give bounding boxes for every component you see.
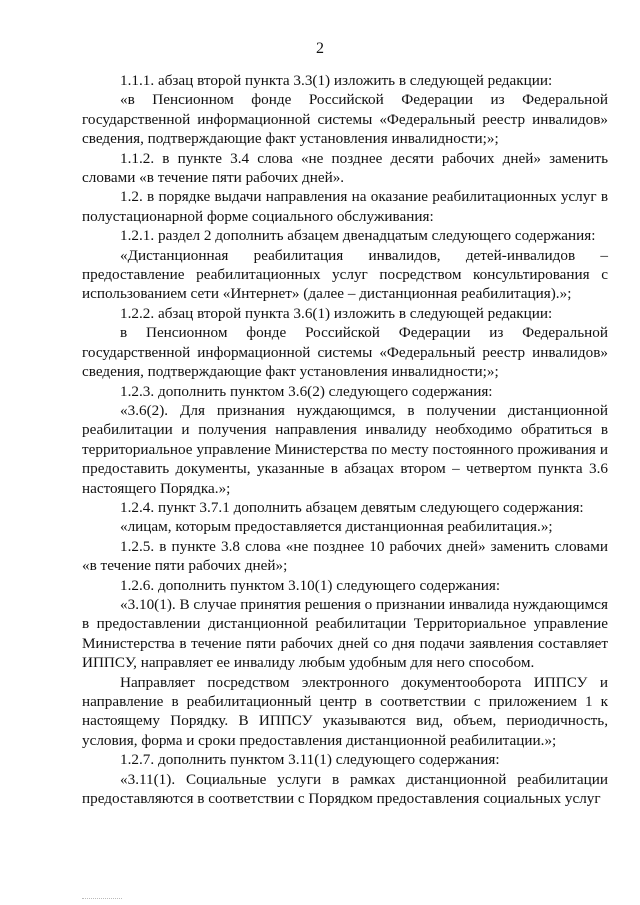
paragraph: 1.1.2. в пункте 3.4 слова «не позднее десяти рабочих дней» заменить словами «в течение пяти рабочих дней». xyxy=(82,149,608,187)
paragraph: 1.2.1. раздел 2 дополнить абзацем двенадцатым следующего содержания: xyxy=(120,227,596,245)
paragraph: «3.10(1). В случае принятия решения о признании инвалида нуждающимся в предоставлении дистанционной реабилитации Территориальное управление Министерства в течение пяти рабочих дней со дня подачи заявления составляет ИППСУ, направляет ее инвалиду любым удобным для него способом. xyxy=(82,595,608,672)
paragraph: 1.1.1. абзац второй пункта 3.3(1) изложить в следующей редакции: xyxy=(120,72,553,89)
paragraph: 1.2. в порядке выдачи направления на оказание реабилитационных услуг в полустационарной форме социального обслуживания: xyxy=(82,188,608,225)
paragraph: «лицам, которым предоставляется дистанционная реабилитация.»; xyxy=(120,518,553,536)
paragraph: 1.2.4. пункт 3.7.1 дополнить абзацем девятым следующего содержания: xyxy=(120,498,584,516)
paragraph: «3.11(1). Социальные услуги в рамках дистанционной реабилитации предоставляются в соответствии с Порядком предоставления социальных услуг xyxy=(82,770,608,808)
paragraph: 1.2.3. дополнить пунктом 3.6(2) следующего содержания: xyxy=(120,382,493,400)
document-body xyxy=(82,71,608,808)
page-number: 2 xyxy=(316,40,324,57)
paragraph: 1.2.2. абзац второй пункта 3.6(1) изложить в следующей редакции: xyxy=(120,304,553,322)
paragraph: 1.2.6. дополнить пунктом 3.10(1) следующего содержания: xyxy=(120,576,501,594)
paragraph: 1.2.5. в пункте 3.8 слова «не позднее 10 рабочих дней» заменить словами «в течение пяти рабочих дней»; xyxy=(82,537,608,575)
paragraph: 1.2.7. дополнить пунктом 3.11(1) следующего содержания: xyxy=(120,751,500,769)
paragraph: «Дистанционная реабилитация инвалидов, детей-инвалидов – предоставление реабилитационных услуг посредством консультирования с использованием сети «Интернет» (далее – дистанционная реабилитация).»; xyxy=(82,246,608,303)
paragraph: в Пенсионном фонде Российской Федерации из Федеральной государственной информационной системы «Федеральный реестр инвалидов» сведения, подтверждающие факт установления инвалидности;»; xyxy=(82,324,608,381)
paragraph: «в Пенсионном фонде Российской Федерации из Федеральной государственной информационной системы «Федеральный реестр инвалидов» сведения, подтверждающие факт установления инвалидности;»; xyxy=(82,91,608,148)
footer-divider xyxy=(82,898,122,899)
paragraph: Направляет посредством электронного документооборота ИППСУ и направление в реабилитационный центр в соответствии с приложением 1 к настоящему Порядку. В ИППСУ указываются вид, объем, периодичность, условия, форма и сроки предоставления дистанционной реабилитации.»; xyxy=(82,673,608,749)
paragraph: «3.6(2). Для признания нуждающимся, в получении дистанционной реабилитации и получения направления инвалиду необходимо обратиться в территориальное управление Министерства по месту постоянного проживания и предоставить документы, указанные в абзацах втором – четвертом пункта 3.6 настоящего Порядка.»; xyxy=(82,401,608,497)
